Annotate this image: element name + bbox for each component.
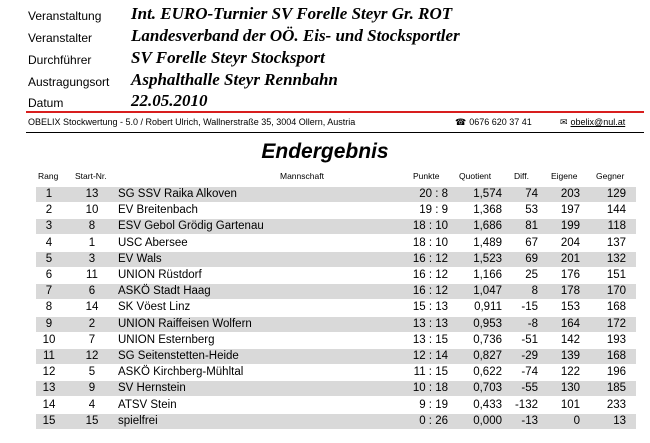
rank-cell: 3 [45, 220, 53, 233]
table-row [36, 333, 636, 348]
team-name-cell: SV Hernstein [118, 382, 186, 395]
quotient-cell: 1,368 [473, 204, 502, 217]
phone-number: 0676 620 37 41 [469, 117, 532, 127]
difference-cell: 81 [525, 220, 538, 233]
start-number-cell: 15 [85, 414, 99, 427]
start-number-cell: 11 [86, 269, 98, 281]
table-row [36, 236, 636, 251]
start-number-cell: 10 [85, 204, 99, 217]
opponent-score-cell: 132 [606, 252, 626, 265]
team-name-cell: spielfrei [118, 414, 158, 427]
points-cell: 13 : 13 [412, 317, 448, 330]
team-name-cell: SK Vöest Linz [118, 301, 191, 314]
team-name-cell: UNION Esternberg [118, 333, 215, 346]
difference-cell: -51 [521, 333, 538, 346]
quotient-cell: 0,703 [473, 382, 502, 395]
difference-cell: 53 [525, 204, 538, 217]
team-name-cell: ASKÖ Stadt Haag [118, 285, 211, 298]
own-score-cell: 204 [560, 236, 580, 249]
team-name-cell: ASKÖ Kirchberg-Mühltal [118, 366, 244, 379]
difference-cell: 69 [525, 252, 538, 265]
quotient-cell: 1,047 [473, 285, 502, 298]
meta-row-austragungsort [0, 70, 650, 92]
meta-value: Landesverband der OÖ. Eis- und Stocksportler [131, 26, 460, 45]
difference-cell: 25 [525, 269, 538, 281]
team-name-cell: UNION Rüstdorf [118, 269, 202, 281]
rank-cell: 14 [42, 398, 56, 411]
quotient-cell: 1,523 [473, 252, 502, 265]
points-cell: 10 : 18 [412, 382, 448, 395]
opponent-score-cell: 137 [606, 236, 626, 249]
meta-value: SV Forelle Steyr Stocksport [131, 48, 325, 67]
meta-label: Veranstaltung [28, 9, 102, 23]
rank-cell: 8 [45, 301, 53, 314]
meta-label: Veranstalter [28, 31, 93, 45]
points-cell: 18 : 10 [412, 236, 448, 249]
quotient-cell: 0,622 [473, 366, 502, 379]
opponent-score-cell: 13 [613, 414, 626, 427]
points-cell: 18 : 10 [412, 220, 448, 233]
software-credit: OBELIX Stockwertung - 5.0 / Robert Ulrich, Wallnerstraße 35, 3004 Ollern, Austria [28, 117, 356, 127]
own-score-cell: 130 [560, 382, 580, 395]
team-name-cell: ATSV Stein [118, 398, 177, 411]
table-row [36, 187, 636, 202]
start-number-cell: 2 [88, 317, 96, 330]
own-score-cell: 201 [560, 252, 580, 265]
opponent-score-cell: 168 [606, 301, 626, 314]
own-score-cell: 153 [560, 301, 580, 314]
points-cell: 16 : 12 [412, 285, 448, 298]
quotient-cell: 0,953 [473, 317, 502, 330]
team-name-cell: SG SSV Raika Alkoven [118, 188, 237, 200]
start-number-cell: 1 [88, 236, 96, 249]
rank-cell: 5 [45, 252, 53, 265]
table-row [36, 398, 636, 413]
opponent-score-cell: 185 [606, 382, 626, 395]
rank-cell: 2 [45, 204, 53, 217]
team-name-cell: ESV Gebol Grödig Gartenau [118, 220, 264, 233]
start-number-cell: 7 [88, 333, 96, 346]
points-cell: 16 : 12 [412, 269, 448, 281]
table-row [36, 284, 636, 299]
difference-cell: -74 [521, 366, 538, 379]
table-row [36, 252, 636, 267]
own-score-cell: 176 [560, 269, 580, 281]
own-score-cell: 0 [573, 414, 580, 427]
team-name-cell: UNION Raiffeisen Wolfern [118, 317, 252, 330]
difference-cell: 8 [531, 285, 538, 298]
col-rang: Rang [38, 171, 59, 181]
start-number-cell: 14 [85, 301, 99, 314]
rank-cell: 10 [42, 333, 56, 346]
opponent-score-cell: 233 [606, 398, 626, 411]
rank-cell: 4 [45, 236, 53, 249]
start-number-cell: 4 [88, 398, 96, 411]
meta-row-durchfuehrer [0, 48, 650, 70]
table-row [36, 300, 636, 315]
difference-cell: -15 [521, 301, 538, 314]
table-row [36, 381, 636, 396]
quotient-cell: 1,574 [473, 188, 502, 200]
start-number-cell: 8 [88, 220, 96, 233]
col-quotient: Quotient [459, 171, 492, 181]
team-name-cell: SG Seitenstetten-Heide [118, 350, 239, 362]
start-number-cell: 12 [85, 350, 99, 362]
page-title: Endergebnis [261, 140, 389, 163]
quotient-cell: 0,433 [473, 398, 502, 411]
team-name-cell: EV Wals [118, 252, 162, 265]
quotient-cell: 0,827 [473, 350, 502, 362]
difference-cell: -13 [521, 414, 538, 427]
quotient-cell: 1,166 [473, 269, 502, 281]
table-row [36, 317, 636, 332]
start-number-cell: 13 [85, 188, 99, 200]
phone-contact [455, 117, 532, 128]
meta-label: Austragungsort [28, 75, 110, 89]
quotient-cell: 0,000 [473, 414, 502, 427]
own-score-cell: 197 [560, 204, 580, 217]
rank-cell: 15 [42, 414, 56, 427]
own-score-cell: 199 [560, 220, 580, 233]
points-cell: 9 : 19 [419, 398, 448, 411]
col-mannschaft: Mannschaft [280, 171, 324, 181]
difference-cell: 67 [525, 236, 538, 249]
own-score-cell: 101 [560, 398, 580, 411]
own-score-cell: 142 [560, 333, 580, 346]
opponent-score-cell: 151 [606, 269, 626, 281]
points-cell: 13 : 15 [412, 333, 448, 346]
quotient-cell: 1,686 [473, 220, 502, 233]
header-divider-red [26, 111, 644, 113]
meta-value: 22.05.2010 [131, 91, 208, 110]
table-row [36, 203, 636, 218]
table-row [36, 219, 636, 234]
table-row [36, 349, 636, 364]
points-cell: 16 : 12 [412, 252, 448, 265]
start-number-cell: 5 [88, 366, 96, 379]
meta-label: Datum [28, 96, 64, 110]
meta-row-datum [0, 91, 650, 113]
col-eigene: Eigene [551, 171, 578, 181]
points-cell: 0 : 26 [419, 414, 448, 427]
rank-cell: 11 [43, 350, 55, 362]
difference-cell: -132 [514, 398, 538, 411]
table-row [36, 365, 636, 380]
opponent-score-cell: 129 [606, 188, 626, 200]
difference-cell: -55 [521, 382, 538, 395]
opponent-score-cell: 168 [606, 350, 626, 362]
quotient-cell: 1,489 [473, 236, 502, 249]
points-cell: 12 : 14 [412, 350, 448, 362]
meta-label: Durchführer [28, 53, 92, 67]
meta-value: Int. EURO-Turnier SV Forelle Steyr Gr. ROT [131, 4, 453, 23]
meta-row-veranstaltung [0, 4, 650, 26]
table-row [36, 268, 636, 283]
own-score-cell: 122 [560, 366, 580, 379]
points-cell: 19 : 9 [419, 204, 448, 217]
points-cell: 11 : 15 [413, 366, 448, 379]
own-score-cell: 178 [560, 285, 580, 298]
opponent-score-cell: 196 [606, 366, 626, 379]
points-cell: 15 : 13 [412, 301, 448, 314]
own-score-cell: 139 [560, 350, 580, 362]
meta-row-veranstalter [0, 26, 650, 48]
meta-value: Asphalthalle Steyr Rennbahn [131, 70, 338, 89]
opponent-score-cell: 144 [606, 204, 626, 217]
opponent-score-cell: 170 [606, 285, 626, 298]
rank-cell: 7 [45, 285, 53, 298]
email-link[interactable]: obelix@nul.at [570, 117, 626, 127]
col-gegner: Gegner [596, 171, 625, 181]
quotient-cell: 0,736 [473, 333, 502, 346]
difference-cell: -8 [527, 317, 538, 330]
email-contact[interactable] [560, 117, 625, 128]
opponent-score-cell: 118 [607, 220, 626, 233]
rank-cell: 9 [45, 317, 53, 330]
rank-cell: 1 [45, 188, 53, 200]
rank-cell: 6 [45, 269, 53, 281]
difference-cell: 74 [525, 188, 538, 200]
own-score-cell: 164 [560, 317, 580, 330]
col-start: Start-Nr. [75, 171, 107, 181]
points-cell: 20 : 8 [419, 188, 448, 200]
table-row [36, 414, 636, 429]
phone-icon: ☎ [455, 117, 467, 127]
team-name-cell: USC Abersee [118, 236, 188, 249]
start-number-cell: 9 [88, 382, 96, 395]
difference-cell: -29 [521, 350, 538, 362]
opponent-score-cell: 193 [606, 333, 626, 346]
rank-cell: 13 [42, 382, 56, 395]
envelope-icon: ✉ [560, 117, 568, 127]
rank-cell: 12 [42, 366, 56, 379]
header-divider-black [26, 132, 644, 133]
start-number-cell: 3 [88, 252, 96, 265]
col-diff: Diff. [514, 171, 529, 181]
col-punkte: Punkte [413, 171, 440, 181]
start-number-cell: 6 [88, 285, 96, 298]
own-score-cell: 203 [560, 188, 580, 200]
opponent-score-cell: 172 [606, 317, 626, 330]
team-name-cell: EV Breitenbach [118, 204, 198, 217]
quotient-cell: 0,911 [474, 301, 502, 314]
